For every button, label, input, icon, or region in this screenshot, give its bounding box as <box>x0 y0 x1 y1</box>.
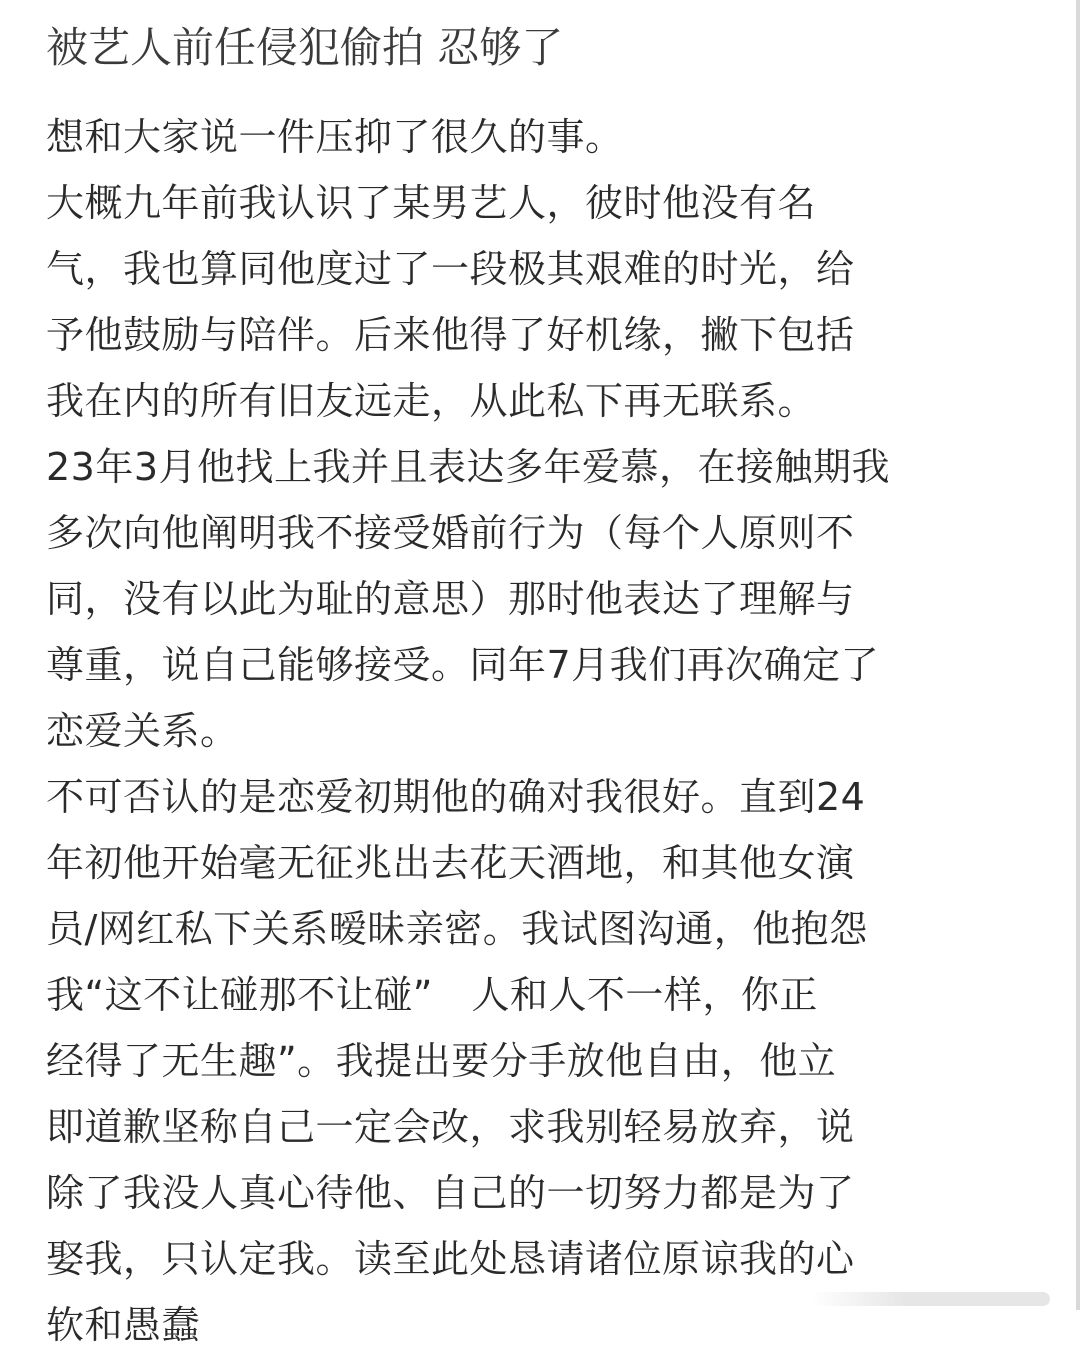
post-line-cut-off: 软和愚蠢 <box>46 1303 201 1347</box>
watermark-blur <box>810 1292 1050 1306</box>
post-line: 我“这不让碰那不让碰” 人和人不一样，你正 <box>46 973 818 1017</box>
post-body <box>46 104 1046 1347</box>
post-line: 不可否认的是恋爱初期他的确对我很好。直到24 <box>46 775 866 819</box>
post-line: 大概九年前我认识了某男艺人，彼时他没有名 <box>46 181 817 225</box>
post-line: 想和大家说一件压抑了很久的事。 <box>46 115 624 159</box>
post-line: 同，没有以此为耻的意思）那时他表达了理解与 <box>46 577 855 621</box>
post-line: 多次向他阐明我不接受婚前行为（每个人原则不 <box>46 511 855 555</box>
post-line: 除了我没人真心待他、自己的一切努力都是为了 <box>46 1171 855 1215</box>
post-line: 予他鼓励与陪伴。后来他得了好机缘，撇下包括 <box>46 313 855 357</box>
post-line: 年初他开始毫无征兆出去花天酒地，和其他女演 <box>46 841 855 885</box>
scroll-edge <box>1076 0 1080 1310</box>
post-line: 我在内的所有旧友远走，从此私下再无联系。 <box>46 379 817 423</box>
post-line: 员/网红私下关系暧昧亲密。我试图沟通，他抱怨 <box>46 907 868 951</box>
post-line: 恋爱关系。 <box>46 709 239 753</box>
post-line: 经得了无生趣”。我提出要分手放他自由，他立 <box>46 1039 837 1083</box>
post-title: 被艺人前任侵犯偷拍 忍够了 <box>46 23 564 72</box>
post-line: 娶我，只认定我。读至此处恳请诸位原谅我的心 <box>46 1237 855 1281</box>
post-line: 尊重，说自己能够接受。同年7月我们再次确定了 <box>46 643 880 687</box>
post-line: 23年3月他找上我并且表达多年爱慕，在接触期我 <box>46 445 891 489</box>
post-line: 气，我也算同他度过了一段极其艰难的时光，给 <box>46 247 855 291</box>
post-line: 即道歉坚称自己一定会改，求我别轻易放弃，说 <box>46 1105 855 1149</box>
